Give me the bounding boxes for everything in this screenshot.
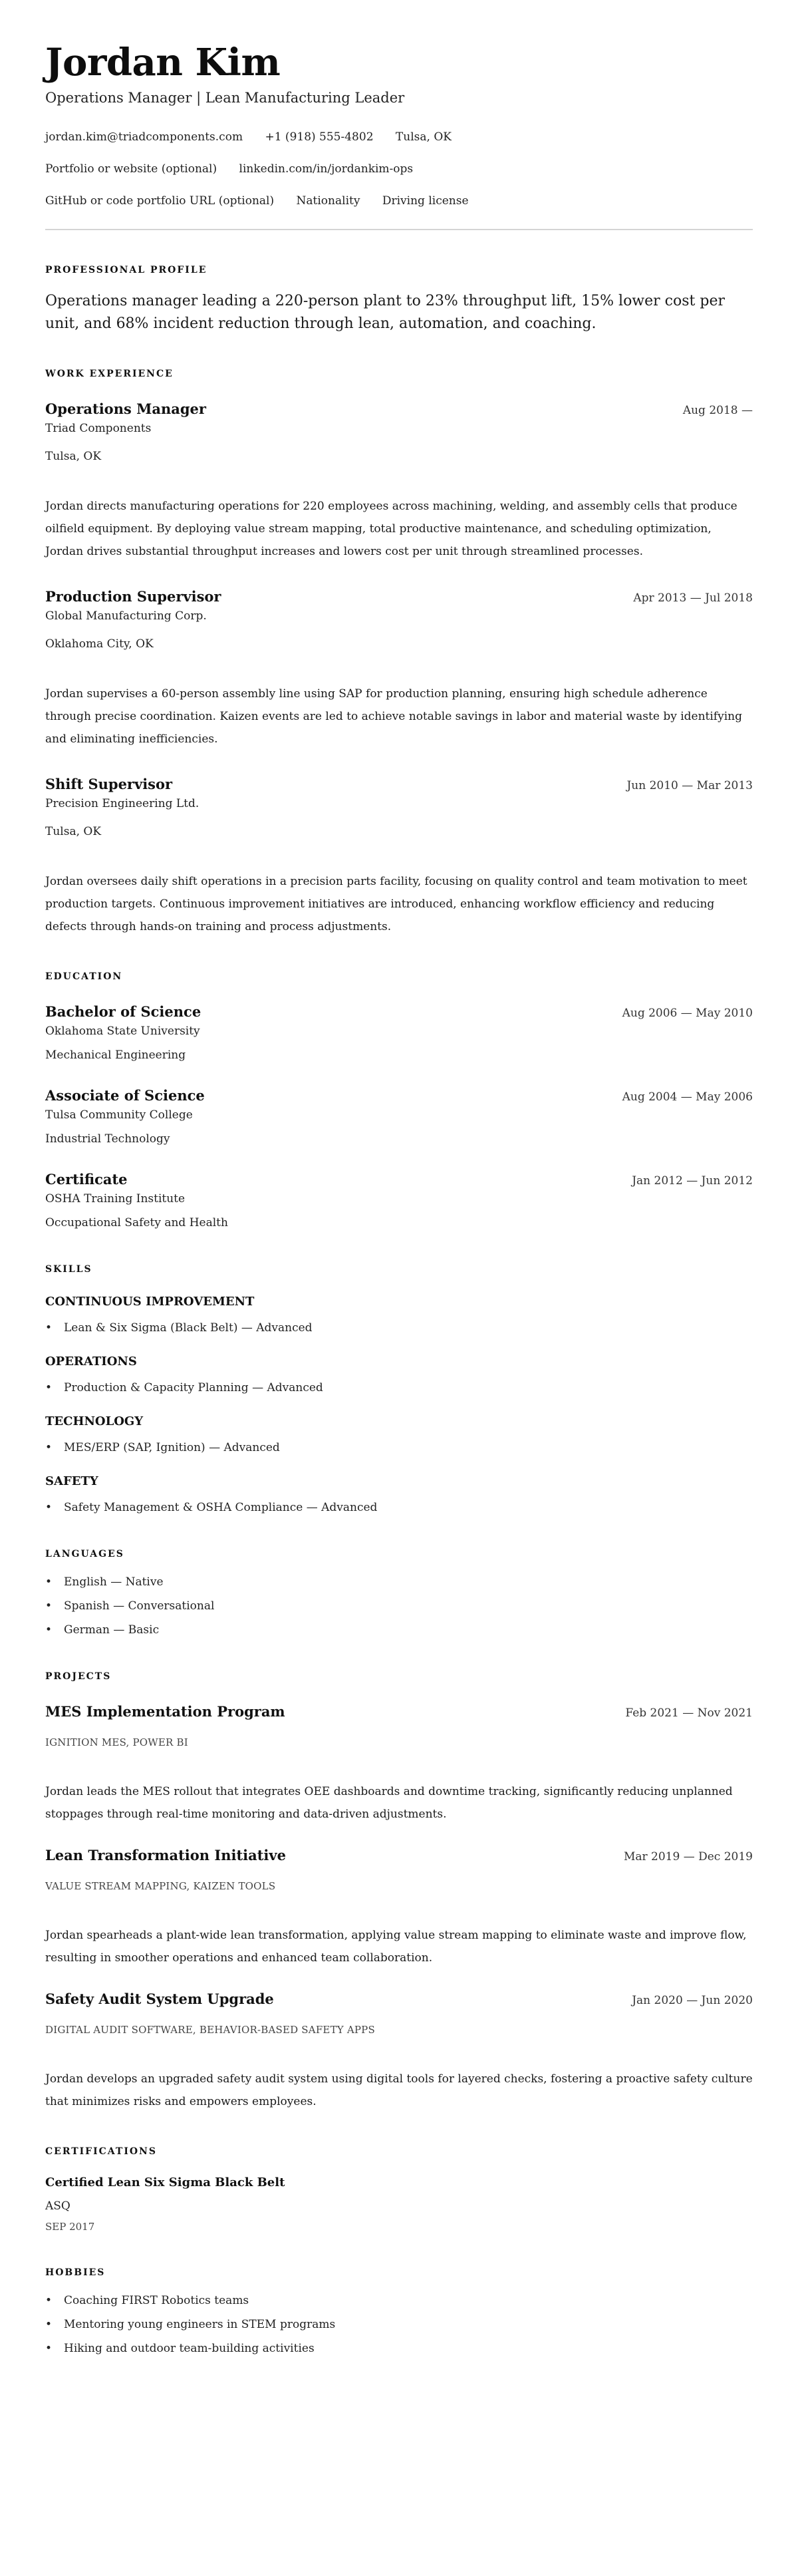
skill-list xyxy=(45,1440,753,1456)
education-date: Aug 2004 — May 2006 xyxy=(622,1090,753,1104)
github-link[interactable]: GitHub or code portfolio URL (optional) xyxy=(45,194,275,208)
job-description: Jordan supervises a 60-person assembly line using SAP for production planning, ensuring high schedule adherence through precise coordination. Kaizen events are led to achieve notable savings in labor and material waste by identifying and eliminating inefficiencies. xyxy=(45,687,742,746)
skill-item: • Production & Capacity Planning — Advanced xyxy=(45,1380,753,1396)
project-name: MES Implementation Program xyxy=(45,1703,285,1720)
section-title: WORK EXPERIENCE xyxy=(45,369,174,379)
language-item: • Spanish — Conversational xyxy=(45,1598,753,1614)
project-entry xyxy=(45,1989,753,2113)
language-item: • German — Basic xyxy=(45,1622,753,1638)
job-title: Shift Supervisor xyxy=(45,776,173,792)
skill-list xyxy=(45,1500,753,1516)
job-location: Tulsa, OK xyxy=(45,450,102,463)
certification-date: SEP 2017 xyxy=(45,2221,95,2233)
project-description: Jordan leads the MES rollout that integrates OEE dashboards and downtime tracking, significantly reducing unplanned stoppages through real-time monitoring and data-driven adjustments. xyxy=(45,1785,733,1821)
job-date: Jun 2010 — Mar 2013 xyxy=(626,779,753,792)
driving-license: Driving license xyxy=(382,194,469,208)
project-tech: DIGITAL AUDIT SOFTWARE, BEHAVIOR-BASED SAFETY APPS xyxy=(45,2024,375,2036)
section-title: EDUCATION xyxy=(45,971,123,982)
project-date: Jan 2020 — Jun 2020 xyxy=(632,1994,753,2007)
project-tech: IGNITION MES, POWER BI xyxy=(45,1736,188,1748)
education-date: Jan 2012 — Jun 2012 xyxy=(632,1174,753,1188)
field-of-study: Occupational Safety and Health xyxy=(45,1216,228,1229)
job-date: Aug 2018 — xyxy=(682,404,753,417)
education-entry xyxy=(45,1002,753,1063)
section-title: CERTIFICATIONS xyxy=(45,2146,157,2157)
job-company: Global Manufacturing Corp. xyxy=(45,609,207,623)
linkedin-link[interactable]: linkedin.com/in/jordankim-ops xyxy=(239,162,414,176)
profile-section xyxy=(45,263,753,335)
school: Tulsa Community College xyxy=(45,1108,193,1122)
project-entry xyxy=(45,1702,753,1826)
project-date: Feb 2021 — Nov 2021 xyxy=(625,1706,753,1720)
certifications-section xyxy=(45,2145,753,2234)
project-description: Jordan develops an upgraded safety audit system using digital tools for layered checks, fostering a proactive safety culture that minimizes risks and empowers employees. xyxy=(45,2072,753,2108)
hobby-item: • Mentoring young engineers in STEM programs xyxy=(45,2317,753,2333)
phone-number[interactable]: +1 (918) 555-4802 xyxy=(265,130,374,144)
skill-category: TECHNOLOGY xyxy=(45,1414,144,1428)
hobby-item: • Hiking and outdoor team-building activities xyxy=(45,2340,753,2356)
project-date: Mar 2019 — Dec 2019 xyxy=(623,1850,753,1863)
skill-category: OPERATIONS xyxy=(45,1355,137,1368)
candidate-headline: Operations Manager | Lean Manufacturing Leader xyxy=(45,90,405,106)
school: OSHA Training Institute xyxy=(45,1192,186,1206)
contact-row xyxy=(45,193,753,209)
field-of-study: Industrial Technology xyxy=(45,1132,170,1146)
language-item: • English — Native xyxy=(45,1574,753,1590)
skill-list xyxy=(45,1380,753,1396)
project-entry xyxy=(45,1846,753,1969)
hobbies-section xyxy=(45,2266,753,2356)
job-date: Apr 2013 — Jul 2018 xyxy=(633,591,753,605)
job-company: Triad Components xyxy=(45,422,152,435)
job-entry xyxy=(45,587,753,750)
location: Tulsa, OK xyxy=(395,130,452,144)
job-company: Precision Engineering Ltd. xyxy=(45,797,200,810)
skill-item: • Lean & Six Sigma (Black Belt) — Advanced xyxy=(45,1320,753,1336)
degree: Certificate xyxy=(45,1171,128,1188)
languages-section xyxy=(45,1547,753,1638)
skill-item: • MES/ERP (SAP, Ignition) — Advanced xyxy=(45,1440,753,1456)
skill-list xyxy=(45,1320,753,1336)
project-tech: VALUE STREAM MAPPING, KAIZEN TOOLS xyxy=(45,1880,276,1892)
hobby-item: • Coaching FIRST Robotics teams xyxy=(45,2293,753,2309)
contact-row xyxy=(45,161,753,177)
email-link[interactable]: jordan.kim@triadcomponents.com xyxy=(45,130,243,144)
job-entry xyxy=(45,774,753,938)
section-title: PROFESSIONAL PROFILE xyxy=(45,265,207,275)
job-title: Operations Manager xyxy=(45,401,206,417)
resume-header xyxy=(45,39,753,230)
section-title: HOBBIES xyxy=(45,2267,106,2278)
profile-summary: Operations manager leading a 220-person plant to 23% throughput lift, 15% lower cost per unit, and 68% incident reduction through lean, automation, and coaching. xyxy=(45,293,725,332)
projects-section xyxy=(45,1670,753,2113)
certification-issuer: ASQ xyxy=(45,2199,70,2213)
skill-item: • Safety Management & OSHA Compliance — Advanced xyxy=(45,1500,753,1516)
job-description: Jordan directs manufacturing operations for 220 employees across machining, welding, and assembly cells that produce oilfield equipment. By deploying value stream mapping, total productive maintenance, and scheduling optimization, Jordan drives substantial throughput increases and lowers cost per unit through streamlined processes. xyxy=(45,500,737,558)
portfolio-link[interactable]: Portfolio or website (optional) xyxy=(45,162,217,176)
degree: Associate of Science xyxy=(45,1087,205,1104)
field-of-study: Mechanical Engineering xyxy=(45,1048,186,1062)
project-name: Lean Transformation Initiative xyxy=(45,1847,286,1863)
skill-category: CONTINUOUS IMPROVEMENT xyxy=(45,1295,255,1309)
job-location: Tulsa, OK xyxy=(45,825,102,838)
candidate-name: Jordan Kim xyxy=(45,41,281,84)
nationality: Nationality xyxy=(296,194,360,208)
language-list xyxy=(45,1574,753,1638)
skills-section xyxy=(45,1263,753,1516)
job-description: Jordan oversees daily shift operations in a precision parts facility, focusing on quality control and team motivation to meet production targets. Continuous improvement initiatives are introduced, enhancing workflow efficiency and reducing defects through hands-on training and process adjustments. xyxy=(45,875,747,933)
education-entry xyxy=(45,1170,753,1231)
school: Oklahoma State University xyxy=(45,1025,200,1038)
hobby-list xyxy=(45,2293,753,2356)
degree: Bachelor of Science xyxy=(45,1003,201,1020)
job-location: Oklahoma City, OK xyxy=(45,637,154,651)
section-title: LANGUAGES xyxy=(45,1549,124,1559)
section-title: PROJECTS xyxy=(45,1671,112,1682)
section-title: SKILLS xyxy=(45,1264,92,1275)
experience-section xyxy=(45,367,753,938)
contact-row xyxy=(45,129,753,145)
education-section xyxy=(45,970,753,1231)
education-entry xyxy=(45,1086,753,1147)
header-divider xyxy=(45,229,753,230)
project-description: Jordan spearheads a plant-wide lean transformation, applying value stream mapping to eliminate waste and improve flow, resulting in smoother operations and enhanced team collaboration. xyxy=(45,1929,747,1965)
skill-category: SAFETY xyxy=(45,1474,98,1488)
education-date: Aug 2006 — May 2010 xyxy=(622,1007,753,1020)
project-name: Safety Audit System Upgrade xyxy=(45,1991,274,2007)
job-title: Production Supervisor xyxy=(45,588,221,605)
certification-name: Certified Lean Six Sigma Black Belt xyxy=(45,2175,285,2189)
job-entry xyxy=(45,399,753,563)
